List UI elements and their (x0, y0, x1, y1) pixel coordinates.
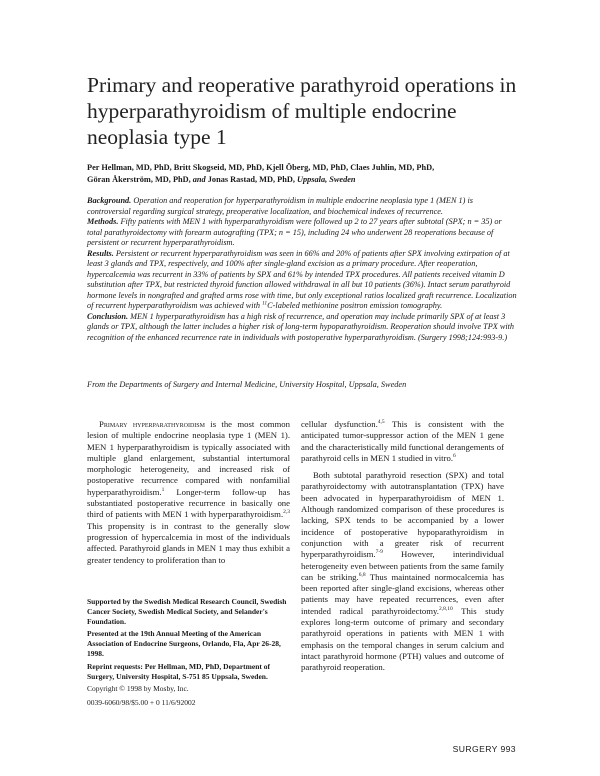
page-footer: SURGERY 993 (452, 744, 516, 754)
article-codes: 0039-6060/98/$5.00 + 0 11/6/92002 (87, 698, 196, 708)
body-column-right (301, 419, 504, 674)
abstract (87, 196, 517, 343)
abstract-background: Background. Operation and reoperation for hyperparathyroidism in multiple endocrine neoplasia type 1 (MEN 1) is controversial regarding surgical strategy, preoperative localization, and biochemical indexes of recurrence. (87, 196, 473, 216)
affiliation: From the Departments of Surgery and Internal Medicine, University Hospital, Uppsala, Sweden (87, 380, 407, 389)
footnotes (87, 597, 290, 708)
copyright-note: Copyright © 1998 by Mosby, Inc. (87, 684, 189, 694)
support-note: Supported by the Swedish Medical Research Council, Swedish Cancer Society, Swedish Medical Society, and Selander's Foundation. (87, 597, 287, 626)
abstract-results: Results. Persistent or recurrent hyperparathyroidism was seen in 66% and 20% of patients after SPX involving extirpation of at least 3 glands and TPX, respectively, and 100% after single-gland excision as a primary procedure. After reoperation, hypercalcemia was recurrent in 33% of patients by SPX and 61% by intended TPX procedures. All patients received vitamin D substitution after TPX, but restricted thyroid function allowed withdrawal in all but 10 patients (36%). Intact serum parathyroid hormone levels in nongrafted and grafted arms rose with time, but only exceptional ratios localized graft recurrence. Localization of recurrent hyperparathyroidism was achieved with $^{11}$C-labeled methionine positron emission tomography. (87, 248, 517, 310)
article-title: Primary and reoperative parathyroid operations in hyperparathyroidism of multiple endocrine neoplasia type 1 (87, 73, 517, 149)
body-paragraph: cellular dysfunction.$^{4,5}$ This is consistent with the anticipated tumor-suppressor action of the MEN 1 gene and the characteristically mild functional derangements of parathyroid cells in MEN 1 studied in vitro.$^6$ (301, 419, 504, 463)
abstract-methods: Methods. Fifty patients with MEN 1 with hyperparathyroidism were followed up 2 to 27 years after subtotal (SPX; n = 35) or total parathyroidectomy with forearm autografting (TPX; n = 15), including 24 who underwent 28 reoperations because of persistent or recurrent hyperparathyroidism. (87, 217, 502, 247)
body-paragraph: Primary hyperparathyroidism is the most common lesion of multiple endocrine neoplasia type 1 (MEN 1). MEN 1 hyperparathyroidism is typically associated with multiple gland enlargement, substantial intertumoral morphologic heterogeneity, and increased risk of postoperative recurrence compared with nonfamilial hyperparathyroidism.$^1$ Longer-term follow-up has substantiated postoperative recurrence in basically one third of patients with MEN 1 with hyperparathyroidism.$^{2,3}$ This propensity is in contrast to the generally slow progression of hypercalcemia in most of the individuals affected. Parathyroid glands in MEN 1 may thus exhibit a greater tendency to proliferation than to (87, 419, 290, 565)
presented-note: Presented at the 19th Annual Meeting of the American Association of Endocrine Surgeons, Orlando, Fla, Apr 26-28, 1998. (87, 629, 281, 658)
body-paragraph: Both subtotal parathyroid resection (SPX) and total parathyroidectomy with autotransplantation (TPX) have been advocated in hyperparathyroidism of MEN 1. Although randomized comparison of these procedures is lacking, SPX tends to be accompanied by a lower incidence of postoperative hypoparathyroidism in conjunction with a greater risk of recurrent hyperparathyroidism.$^{7-9}$ However, interindividual heterogeneity even between patients from the same family can be striking.$^{6,8}$ Thus maintained normocalcemia has been reported after single-gland excisions, whereas other patients may have repeated recurrences, even after intended radical parathyroidectomy.$^{2,8,10}$ This study explores long-term outcome of primary and secondary parathyroid operations in patients with MEN 1 with emphasis on the temporal changes in serum calcium and intact parathyroid hormone (PTH) values and outcome of parathyroid reoperation. (301, 470, 504, 673)
body-column-left (87, 419, 290, 566)
author-line-1: Per Hellman, MD, PhD, Britt Skogseid, MD, PhD, Kjell Öberg, MD, PhD, Claes Juhlin, MD, PhD, (87, 163, 435, 172)
author-list (87, 162, 517, 186)
abstract-conclusion: Conclusion. MEN 1 hyperparathyroidism has a high risk of recurrence, and operation may include primarily SPX of at least 3 glands or TPX, although the latter includes a higher risk of long-term hypoparathyroidism. Reoperation should involve TPX with recognition of the enhanced recurrence rate in individuals with postoperative hyperparathyroidism. (Surgery 1998;124:993-9.) (87, 311, 515, 342)
author-line-2: Göran Åkerström, MD, PhD, and Jonas Rastad, MD, PhD, Uppsala, Sweden (87, 175, 356, 184)
reprint-note: Reprint requests: Per Hellman, MD, PhD, Department of Surgery, University Hospital, S-751 85 Uppsala, Sweden. (87, 661, 271, 681)
